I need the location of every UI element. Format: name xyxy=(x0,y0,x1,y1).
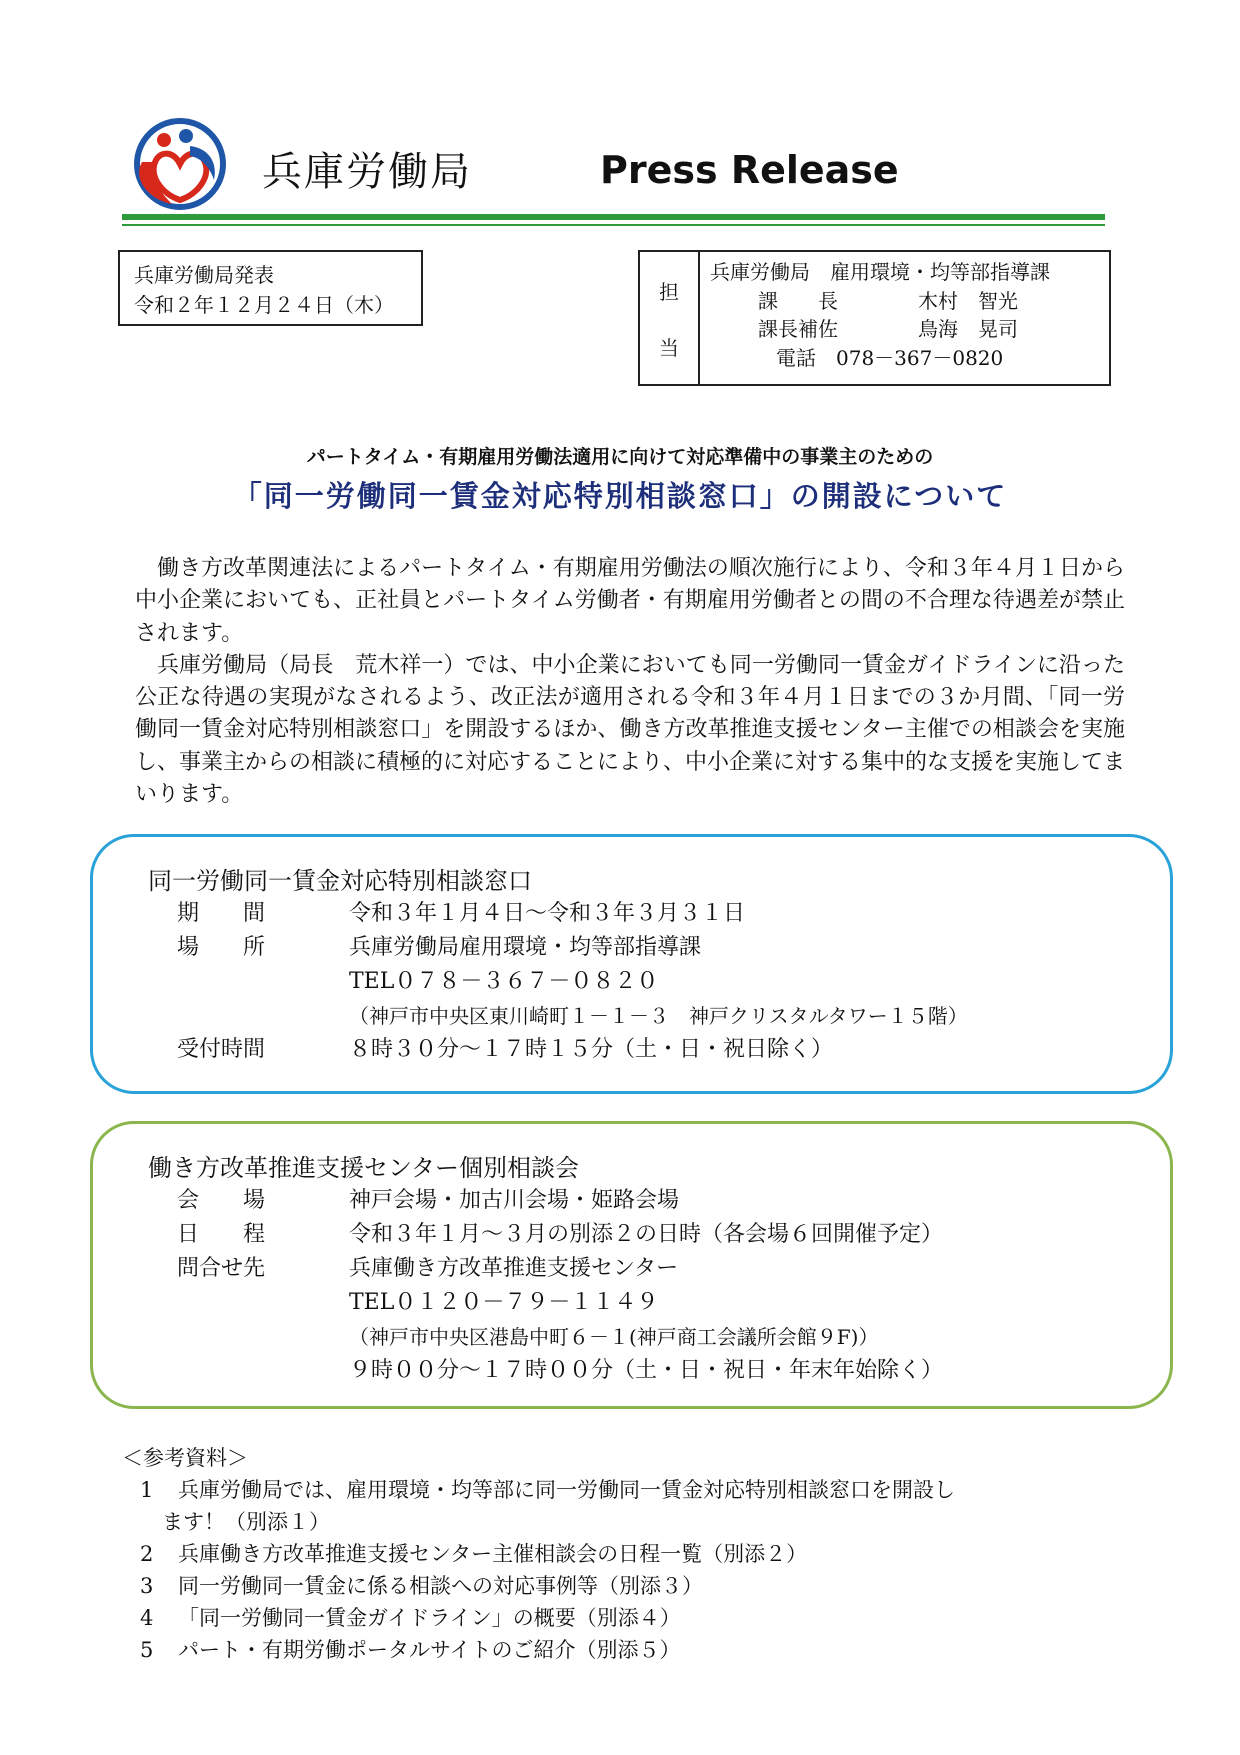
header-rule-thin xyxy=(122,224,1105,226)
place-row xyxy=(177,931,968,965)
tel-value: TEL０７８－３６７－０８２０ xyxy=(349,969,659,994)
contact-label xyxy=(640,252,700,384)
venue-row xyxy=(177,1184,943,1218)
body-paragraph-1: 働き方改革関連法によるパートタイム・有期雇用労働法の順次施行により、令和３年４月１日から中小企業においても、正社員とパートタイム労働者・有期雇用労働者との間の不合理な待遇差が禁止されます。 xyxy=(135,556,1125,646)
hours-row xyxy=(177,1033,968,1067)
support-address-value: （神戸市中央区港島中町６－１(神戸商工会議所会館９F)） xyxy=(349,1325,879,1349)
contact-box xyxy=(638,250,1111,386)
consultation-window-title: 同一労働同一賃金対応特別相談窓口 xyxy=(148,867,532,895)
reference-item xyxy=(122,1570,955,1602)
header-rule xyxy=(122,214,1105,220)
reference-number: 5 xyxy=(140,1638,154,1662)
ministry-logo-icon xyxy=(128,118,228,210)
inquiry-value: 兵庫働き方改革推進支援センター xyxy=(349,1256,679,1281)
support-hours-row xyxy=(177,1354,943,1388)
support-center-title: 働き方改革推進支援センター個別相談会 xyxy=(148,1154,580,1182)
contact-name-2: 鳥海 晃司 xyxy=(918,317,1018,341)
support-hours-value: ９時００分～１７時００分（土・日・祝日・年末年始除く） xyxy=(349,1358,944,1383)
contact-label-top: 担 xyxy=(659,279,679,304)
schedule-value: 令和３年１月～３月の別添２の日時（各会場６回開催予定） xyxy=(349,1222,944,1247)
office-name: 兵庫労働局 xyxy=(262,149,472,195)
reference-item xyxy=(122,1602,955,1634)
reference-item xyxy=(122,1474,955,1506)
reference-number: 2 xyxy=(140,1542,154,1566)
contact-details xyxy=(700,252,1109,384)
reference-text: 同一労働同一賃金に係る相談への対応事例等（別添３） xyxy=(178,1574,703,1598)
document-subtitle: パートタイム・有期雇用労働法適用に向けて対応準備中の事業主のための xyxy=(306,446,934,468)
hours-label: 受付時間 xyxy=(177,1037,266,1062)
reference-number: 4 xyxy=(140,1606,154,1630)
body-paragraph-2: 兵庫労働局（局長 荒木祥一）では、中小企業においても同一労働同一賃金ガイドラインに沿った公正な待遇の実現がなされるよう、改正法が適用される令和３年４月１日までの３か月間、「同一労働同一賃金対応特別相談窓口」を開設するほか、働き方改革推進支援センター主催での相談会を実施し、事業主からの相談に積極的に対応することにより、中小企業に対する集中的な支援を実施してまいります。 xyxy=(135,652,1126,808)
press-release-heading: Press Release xyxy=(600,148,899,192)
contact-label-bottom: 当 xyxy=(659,335,679,360)
contact-role-1: 課 長 xyxy=(758,288,838,313)
reference-text: 兵庫働き方改革推進支援センター主催相談会の日程一覧（別添２） xyxy=(178,1542,808,1566)
period-row xyxy=(177,897,968,931)
reference-heading: ＜参考資料＞ xyxy=(122,1446,248,1470)
tel-row xyxy=(177,965,968,999)
announcement-box xyxy=(118,250,423,326)
reference-text: 「同一労働同一賃金ガイドライン」の概要（別添４） xyxy=(178,1606,681,1630)
reference-item xyxy=(122,1634,955,1666)
reference-continuation: ます！（別添１） xyxy=(162,1510,330,1534)
body-text xyxy=(135,553,1125,811)
reference-text: パート・有期労働ポータルサイトのご紹介（別添５） xyxy=(178,1638,681,1662)
document-title: 「同一労働同一賃金対応特別相談窓口」の開設について xyxy=(232,479,1008,513)
support-tel-value: TEL０１２０－７９－１１４９ xyxy=(349,1290,659,1315)
inquiry-row xyxy=(177,1252,943,1286)
reference-number: 1 xyxy=(140,1478,154,1502)
support-center-box xyxy=(90,1121,1173,1409)
consultation-window-info xyxy=(177,897,968,1067)
reference-number: 3 xyxy=(140,1574,154,1598)
inquiry-label: 問合せ先 xyxy=(177,1256,266,1281)
contact-role-2: 課長補佐 xyxy=(758,317,838,341)
period-value: 令和３年１月４日～令和３年３月３１日 xyxy=(349,901,746,926)
hours-value: ８時３０分～１７時１５分（土・日・祝日除く） xyxy=(349,1037,834,1062)
address-row xyxy=(177,999,968,1033)
schedule-row xyxy=(177,1218,943,1252)
announcer: 兵庫労働局発表 xyxy=(134,263,274,287)
venue-value: 神戸会場・加古川会場・姫路会場 xyxy=(349,1188,680,1213)
address-value: （神戸市中央区東川崎町１－１－３ 神戸クリスタルタワー１５階） xyxy=(349,1004,968,1028)
venue-label: 会 場 xyxy=(177,1188,266,1213)
reference-list xyxy=(122,1442,955,1666)
place-label: 場 所 xyxy=(177,935,266,960)
support-tel-row xyxy=(177,1286,943,1320)
support-center-info xyxy=(177,1184,943,1388)
schedule-label: 日 程 xyxy=(177,1222,266,1247)
reference-item xyxy=(122,1538,955,1570)
contact-person-1 xyxy=(710,287,1099,316)
contact-person-2 xyxy=(710,315,1099,344)
reference-text: 兵庫労働局では、雇用環境・均等部に同一労働同一賃金対応特別相談窓口を開設し xyxy=(178,1478,955,1502)
consultation-window-box xyxy=(90,834,1173,1094)
period-label: 期 間 xyxy=(177,901,266,926)
contact-dept: 兵庫労働局 雇用環境・均等部指導課 xyxy=(710,260,1050,284)
announce-date: 令和２年１２月２４日（木） xyxy=(134,293,394,317)
support-address-row xyxy=(177,1320,943,1354)
contact-phone: 電話 078－367－0820 xyxy=(776,345,1004,370)
contact-name-1: 木村 智光 xyxy=(918,288,1018,313)
place-value: 兵庫労働局雇用環境・均等部指導課 xyxy=(349,935,702,960)
